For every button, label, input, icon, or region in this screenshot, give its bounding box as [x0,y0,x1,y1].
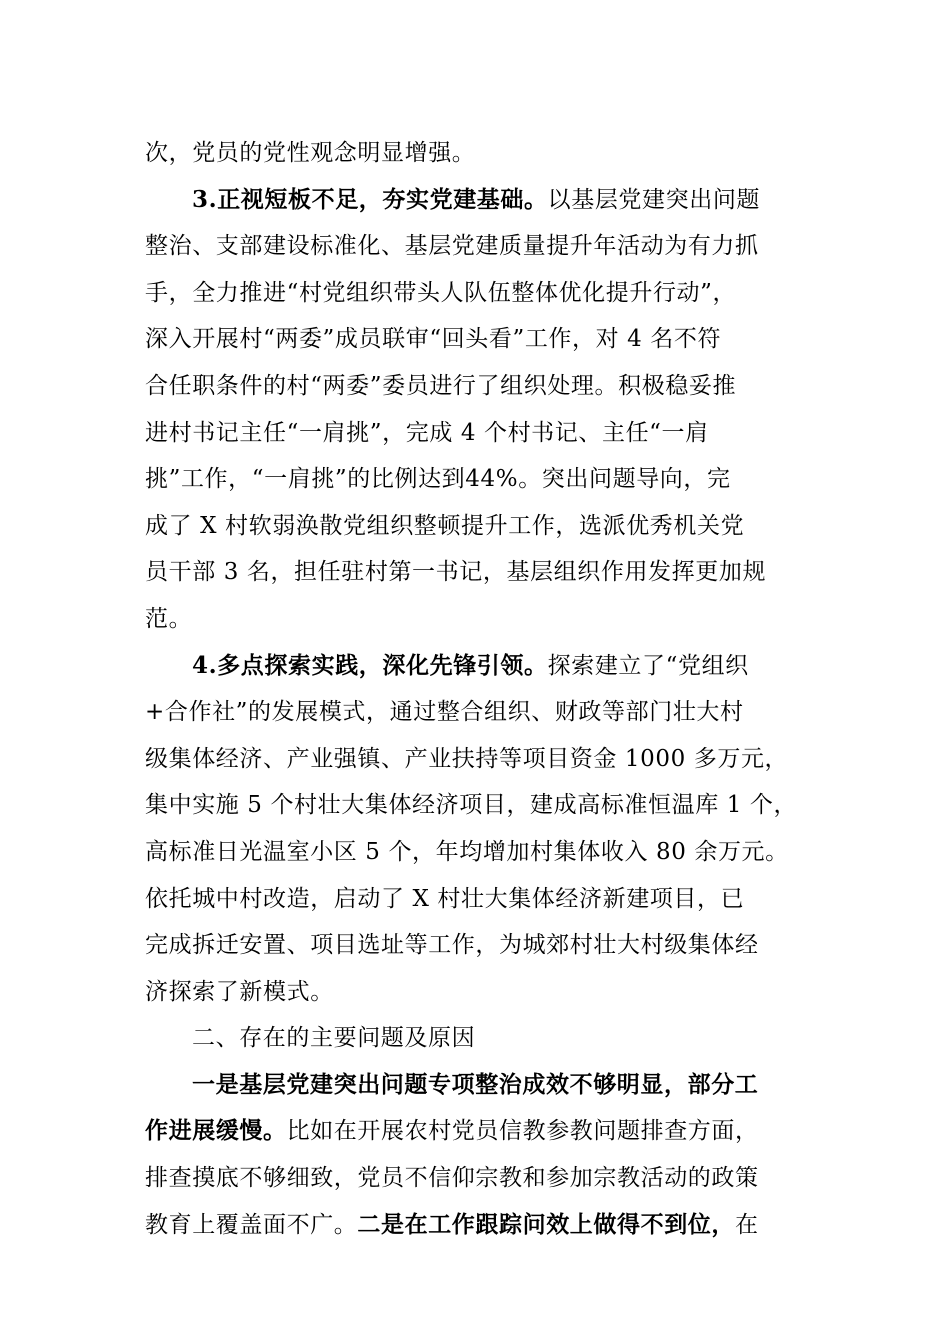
text-segment: 比如在开展农村党员信教参教问题排查方面， [286,1118,759,1145]
text-segment: 次，党员的党性观念明显增强。 [145,140,476,166]
text-line [145,922,825,969]
text-segment: 范。 [145,605,193,632]
text-segment: 员干部 3 名，担任驻村第一书记，基层组织作用发挥更加规 [145,559,767,586]
text-segment: 级集体经济、产业强镇、产业扶持等项目资金 1000 多万元， [145,745,789,772]
text-line [145,1202,825,1249]
text-line [145,829,825,876]
text-segment: 进村书记主任“一肩挑”，完成 4 个村书记、主任“一肩 [145,419,709,446]
text-line [145,363,825,410]
text-line [145,130,825,177]
text-line [145,270,825,317]
section-4-heading-line [145,643,825,690]
text-line [145,596,825,643]
text-segment: 以基层党建突出问题 [547,186,761,213]
text-segment: 合任职条件的村“两委”委员进行了组织处理。积极稳妥推 [145,372,737,399]
text-segment: 完成拆迁安置、项目选址等工作，为城郊村壮大村级集体经 [145,932,759,959]
chapter-2-heading: 二、存在的主要问题及原因 [192,1025,476,1052]
text-line [145,969,825,1016]
problem-1-heading-cont: 作进展缓慢。 [145,1117,287,1145]
problem-1-heading: 一是基层党建突出问题专项整治成效不够明显，部分工 [192,1070,759,1098]
text-line [145,456,825,503]
text-segment: 依托城中村改造，启动了 X 村壮大集体经济新建项目，已 [145,885,745,912]
text-segment: 高标准日光温室小区 5 个，年均增加村集体收入 80 余万元。 [145,838,789,865]
problem-2-heading: 二是在工作跟踪问效上做得不到位， [357,1210,736,1238]
text-segment: 在 [735,1211,759,1238]
text-segment: 集中实施 5 个村壮大集体经济项目，建成高标准恒温库 1 个， [145,792,798,819]
text-segment: 成了 X 村软弱涣散党组织整顿提升工作，选派优秀机关党 [145,512,745,539]
text-line [145,503,825,550]
text-line [145,410,825,457]
text-line [145,223,825,270]
problem-1-heading-line [145,1062,825,1109]
text-line [145,549,825,596]
text-segment: 深入开展村“两委”成员联审“回头看”工作，对 4 名不符 [145,326,722,353]
text-line [145,316,825,363]
section-4-heading: 4.多点探索实践，深化先锋引领。 [192,651,548,679]
text-segment: 整治、支部建设标准化、基层党建质量提升年活动为有力抓 [145,233,759,260]
text-line [145,1108,825,1155]
text-segment: 济探索了新模式。 [145,978,334,1005]
text-segment: 排查摸底不够细致，党员不信仰宗教和参加宗教活动的政策 [145,1165,759,1192]
text-segment: 探索建立了“党组织 [547,652,749,679]
text-line [145,689,825,736]
text-line [145,876,825,923]
text-segment: 教育上覆盖面不广。 [145,1211,358,1238]
text-line [145,736,825,783]
body-text [145,130,825,1248]
text-segment: +合作社”的发展模式，通过整合组织、财政等部门壮大村 [145,699,744,726]
section-3-heading-line [145,177,825,224]
text-segment: 挑”工作，“一肩挑”的比例达到44%。突出问题导向，完 [145,466,731,493]
section-3-heading: 3.正视短板不足，夯实党建基础。 [192,185,548,213]
text-segment: 手，全力推进“村党组织带头人队伍整体优化提升行动”， [145,279,737,306]
text-line [145,1155,825,1202]
text-line [145,782,825,829]
chapter-2-heading-line [145,1015,825,1062]
